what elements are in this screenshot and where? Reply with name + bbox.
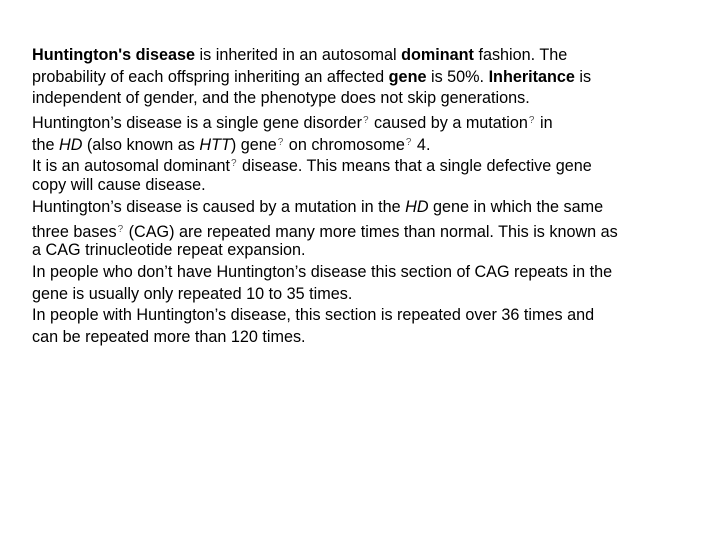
paragraph-affected-line-1: In people with Huntington’s disease, this section is repeated over 36 times and <box>32 306 595 325</box>
paragraph-unaffected-line-1: In people who don’t have Huntington’s disease this section of CAG repeats in the <box>32 262 613 281</box>
paragraph-mutation-line-3: a CAG trinucleotide repeat expansion. <box>32 241 306 260</box>
glossary-help-icon[interactable]: ? <box>230 158 237 170</box>
text-span: disease. This means that a single defective gene <box>237 157 592 176</box>
term-htt: HTT <box>199 135 231 154</box>
text-span: (also known as <box>82 135 200 154</box>
paragraph-inheritance-line-1 <box>32 45 692 67</box>
paragraph-affected-line-2: can be repeated more than 120 times. <box>32 327 306 346</box>
text-span: caused by a mutation <box>369 114 528 133</box>
paragraph-inheritance-line-3: independent of gender, and the phenotype does not skip generations. <box>32 89 530 108</box>
paragraph-single-gene-line-3 <box>32 153 692 175</box>
term-inheritance: Inheritance <box>488 67 575 86</box>
text-span: on chromosome <box>284 135 405 154</box>
text-span: the <box>32 135 60 154</box>
glossary-help-icon[interactable]: ? <box>277 136 284 148</box>
text-span: three bases <box>32 222 117 241</box>
paragraph-single-gene-line-1 <box>32 110 692 132</box>
text-span: Huntington’s disease is caused by a mutation in the <box>32 197 406 216</box>
term-huntingtons-disease: Huntington's disease <box>32 46 196 64</box>
text-span: 4. <box>412 135 431 154</box>
glossary-help-icon[interactable]: ? <box>405 136 412 148</box>
text-span: ) gene <box>230 135 277 154</box>
term-hd: HD <box>405 197 429 216</box>
term-hd: HD <box>59 135 83 154</box>
paragraph-single-gene-line-2 <box>32 132 692 154</box>
glossary-help-icon[interactable]: ? <box>528 115 535 127</box>
text-span: is <box>574 67 592 86</box>
text-span: It is an autosomal dominant <box>32 157 230 176</box>
paragraph-single-gene-line-4: copy will cause disease. <box>32 176 206 195</box>
text-span: is 50%. <box>426 67 489 86</box>
paragraph-unaffected-line-2: gene is usually only repeated 10 to 35 times. <box>32 284 353 303</box>
paragraph-inheritance-line-2 <box>32 67 692 89</box>
text-span: gene in which the same <box>428 197 604 216</box>
slide-text-body <box>32 45 692 349</box>
text-span: in <box>535 114 553 133</box>
paragraph-mutation-line-2 <box>32 219 692 241</box>
text-span: fashion. The <box>473 46 568 64</box>
paragraph-mutation-line-1 <box>32 197 692 219</box>
glossary-help-icon[interactable]: ? <box>362 115 369 127</box>
glossary-help-icon[interactable]: ? <box>117 223 124 235</box>
text-span: (CAG) are repeated many more times than normal. This is known as <box>124 222 618 241</box>
text-span: probability of each offspring inheriting an affected <box>32 67 389 86</box>
term-dominant: dominant <box>401 46 474 64</box>
text-span: Huntington’s disease is a single gene disorder <box>32 114 362 133</box>
term-gene: gene <box>388 67 427 86</box>
text-span: is inherited in an autosomal <box>195 46 402 64</box>
